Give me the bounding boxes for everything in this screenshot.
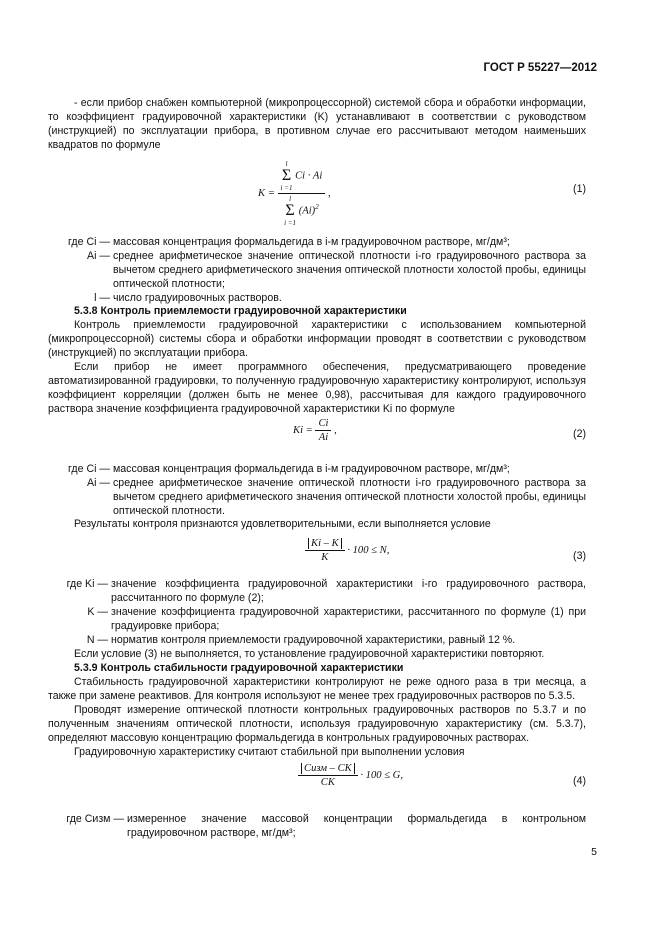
formula-3-number: (3): [573, 550, 586, 562]
definitions-3: [48, 577, 586, 647]
definition-item: Ai — среднее арифметическое значение оптической плотности i-го градуировочного раствора за вычетом среднего арифметического значения оптической плотности холостой пробы, единицы оптической плотности.: [87, 477, 586, 517]
definition-item: Ai — среднее арифметическое значение оптической плотности i-го градуировочного раствора за вычетом среднего арифметического значения оптической плотности холостой пробы, единицы оптической плотности;: [87, 250, 586, 290]
paragraph-538c: Результаты контроля признаются удовлетворительными, если выполняется условие: [74, 518, 491, 530]
paragraph-538d: Если условие (3) не выполняется, то установление градуировочной характеристики повторяют.: [74, 648, 545, 660]
definition-item: где Cизм — измеренное значение массовой концентрации формальдегида в контрольном градуировочном растворе, мг/дм³;: [66, 813, 586, 839]
document-header: ГОСТ Р 55227—2012: [483, 62, 597, 74]
paragraph-538a: Контроль приемлемости градуировочной характеристики с использованием компьютерной (микропроцессорной) системы сбора и обработки информации проводят в соответствии с руководством (инструкцией) по эксплуатации прибора.: [48, 319, 586, 359]
section-heading-5-3-8: 5.3.8 Контроль приемлемости градуировочной характеристики: [74, 305, 407, 317]
definition-item: где Ci — массовая концентрация формальдегида в i-м градуировочном растворе, мг/дм³;: [68, 463, 510, 475]
definition-item: N — норматив контроля приемлемости градуировочной характеристики, равный 12 %.: [86, 634, 516, 646]
formula-1-lhs: K =: [258, 187, 275, 199]
sum-sign-icon: l Σ i =1: [280, 160, 293, 192]
formula-3: $\frac{Ki - K}{K}$ · 100 ≤ N,: [305, 538, 389, 563]
paragraph-539a: Стабильность градуировочной характеристики контролируют не реже одного раза в три месяца, а также при замене реактивов. Для контроля используют не менее трех градуировочных растворов по 5.3.5.: [48, 676, 586, 702]
sum-sign-icon: l Σ i =1: [284, 195, 297, 227]
section-heading-5-3-9: 5.3.9 Контроль стабильности градуировочной характеристики: [74, 662, 404, 674]
page-number: 5: [591, 846, 597, 858]
formula-1-number: (1): [573, 183, 586, 195]
formula-2: Ki = $\frac{Ci}{Ai}$ ,: [293, 418, 337, 443]
paragraph-538b: Если прибор не имеет программного обеспечения, предусматривающего проведение автоматизированной градуировки, то полученную градуировочную характеристику контролируют, используя коэффициент корреляции (должен быть не менее 0,98), рассчитывая для каждого градуировочного раствора значение коэффициента градуировочной характеристики Ki по формуле: [48, 361, 586, 415]
definition-item: K — значение коэффициента градуировочной характеристики, рассчитанного по формуле (1) при градуировке прибора;: [87, 606, 586, 632]
formula-4: $\frac{\text{Cизм – CK}}{CK}$ · 100 ≤ G,: [298, 763, 403, 788]
formula-1: K = l Σ i =1 Ci · Ai l Σ i =1 $(Ai)^2$ ,: [258, 160, 331, 227]
definitions-4: [48, 812, 586, 840]
definitions-1: [48, 235, 586, 305]
definitions-2: [48, 462, 586, 518]
formula-2-number: (2): [573, 428, 586, 440]
formula-4-number: (4): [573, 775, 586, 787]
definition-item: l — число градуировочных растворов.: [94, 292, 282, 304]
intro-paragraph: - если прибор снабжен компьютерной (микропроцессорной) системой сбора и обработки информации, то коэффициент градуировочной характеристики (K) устанавливают в соответствии с руководством (инструкцией) по эксплуатации прибора, в противном случае его рассчитывают методом наименьших квадратов по формуле: [48, 97, 586, 151]
definition-item: где Ci — массовая концентрация формальдегида в i-м градуировочном растворе, мг/дм³;: [68, 236, 510, 248]
definition-item: где Ki — значение коэффициента градуировочной характеристики i-го градуировочного раствора, рассчитанного по формуле (2);: [66, 578, 586, 604]
paragraph-539c: Градуировочную характеристику считают стабильной при выполнении условия: [74, 746, 465, 758]
formula-1-fraction: l Σ i =1 Ci · Ai l Σ i =1 $(Ai)^2$: [278, 160, 326, 227]
paragraph-539b: Проводят измерение оптической плотности контрольных градуировочных растворов по 5.3.7 и по полученным значениям оптической плотности, используя градуировочную характеристику (см. 5.3.7), определяют массовую концентрацию формальдегида в контрольных градуировочных растворах.: [48, 704, 586, 744]
